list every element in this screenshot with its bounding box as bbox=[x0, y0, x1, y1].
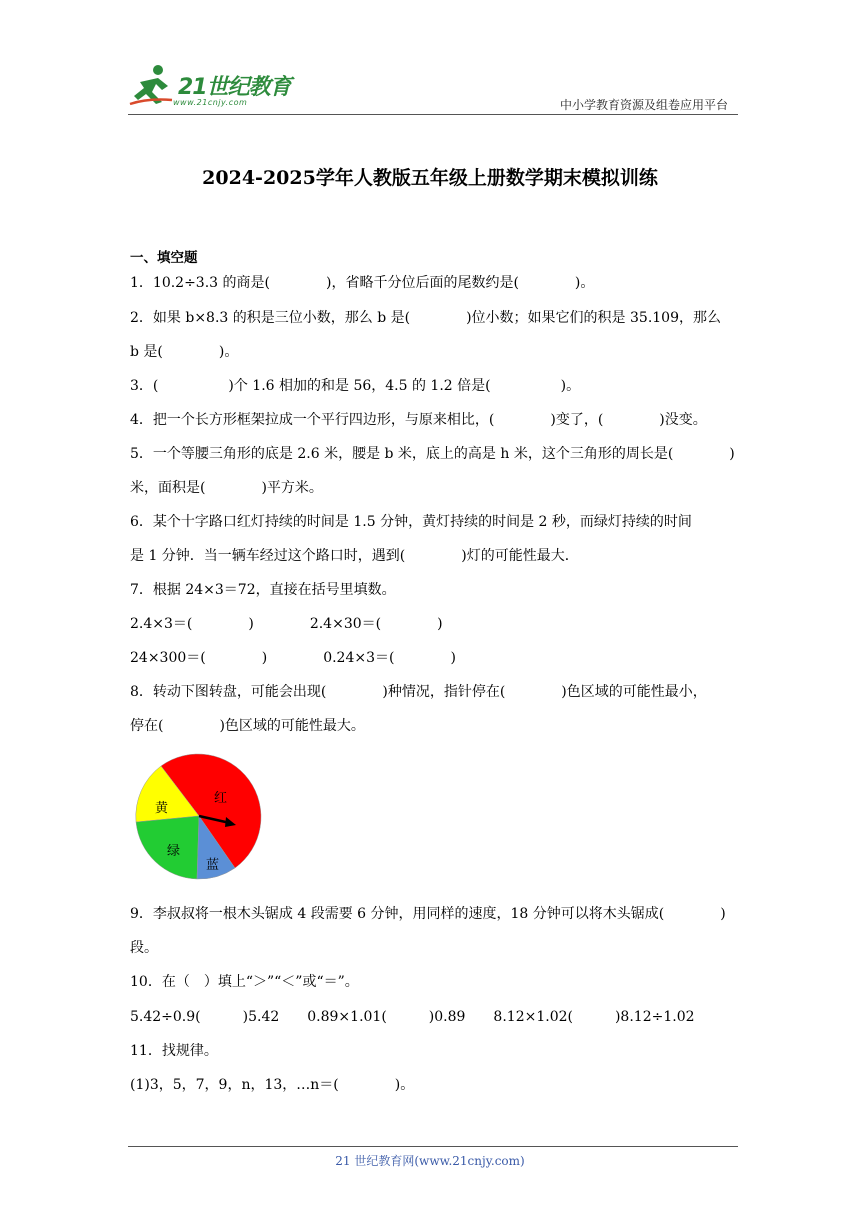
spinner-diagram bbox=[130, 752, 270, 886]
site-logo bbox=[128, 60, 298, 110]
page-footer: 21 世纪教育网(www.21cnjy.com) bbox=[335, 1154, 525, 1168]
logo-text: 21世纪教育 bbox=[178, 75, 291, 100]
question-line: 是 1 分钟．当一辆车经过这个路口时，遇到( )灯的可能性最大． bbox=[130, 548, 579, 564]
question-line: 2.4×3＝( ) 2.4×30＝( ) bbox=[130, 616, 443, 632]
question-line: (1)3，5，7，9，n，13，…n＝( )。 bbox=[130, 1077, 415, 1093]
question-line: 段。 bbox=[130, 940, 158, 956]
spinner-label-green: 绿 bbox=[167, 844, 181, 859]
logo-url: www.21cnjy.com bbox=[173, 98, 248, 107]
question-line: 2．如果 b×8.3 的积是三位小数，那么 b 是( )位小数；如果它们的积是 35.109，那么 bbox=[130, 310, 721, 326]
question-line: 7．根据 24×3＝72，直接在括号里填数。 bbox=[130, 582, 396, 598]
question-line: 9．李叔叔将一根木头锯成 4 段需要 6 分钟，用同样的速度，18 分钟可以将木头锯成( ) bbox=[130, 906, 726, 922]
question-line: 8．转动下图转盘，可能会出现( )种情况，指针停在( )色区域的可能性最小， bbox=[130, 684, 707, 700]
question-line: 10．在（ ）填上“＞”“＜”或“＝”。 bbox=[130, 974, 359, 990]
question-line: b 是( )。 bbox=[130, 344, 239, 360]
header-divider bbox=[128, 114, 738, 115]
footer-divider bbox=[128, 1146, 738, 1147]
runner-logo-icon bbox=[128, 60, 178, 110]
question-line: 1．10.2÷3.3 的商是( )，省略千分位后面的尾数约是( )。 bbox=[130, 275, 595, 291]
spinner-label-yellow: 黄 bbox=[155, 801, 169, 816]
question-line: 停在( )色区域的可能性最大。 bbox=[130, 718, 365, 734]
question-line: 5.42÷0.9( )5.42 0.89×1.01( )0.89 8.12×1.02( )8.12÷1.02 bbox=[130, 1009, 695, 1025]
question-line: 11．找规律。 bbox=[130, 1043, 218, 1059]
page-header bbox=[128, 60, 738, 115]
question-line: 3．( )个 1.6 相加的和是 56，4.5 的 1.2 倍是( )。 bbox=[130, 378, 581, 394]
platform-name: 中小学教育资源及组卷应用平台 bbox=[559, 98, 728, 112]
question-line: 5．一个等腰三角形的底是 2.6 米，腰是 b 米，底上的高是 h 米，这个三角形的周长是( ) bbox=[130, 446, 735, 462]
section-heading: 一、填空题 bbox=[130, 250, 198, 266]
page-title: 2024-2025学年人教版五年级上册数学期末模拟训练 bbox=[202, 167, 658, 189]
question-line: 24×300＝( ) 0.24×3＝( ) bbox=[130, 650, 456, 666]
question-line: 6．某个十字路口红灯持续的时间是 1.5 分钟，黄灯持续的时间是 2 秒，而绿灯持续的时间 bbox=[130, 514, 692, 530]
question-line: 4．把一个长方形框架拉成一个平行四边形，与原来相比，( )变了，( )没变。 bbox=[130, 412, 707, 428]
spinner-label-blue: 蓝 bbox=[206, 858, 220, 873]
question-line: 米，面积是( )平方米。 bbox=[130, 480, 323, 496]
spinner-label-red: 红 bbox=[214, 791, 228, 806]
